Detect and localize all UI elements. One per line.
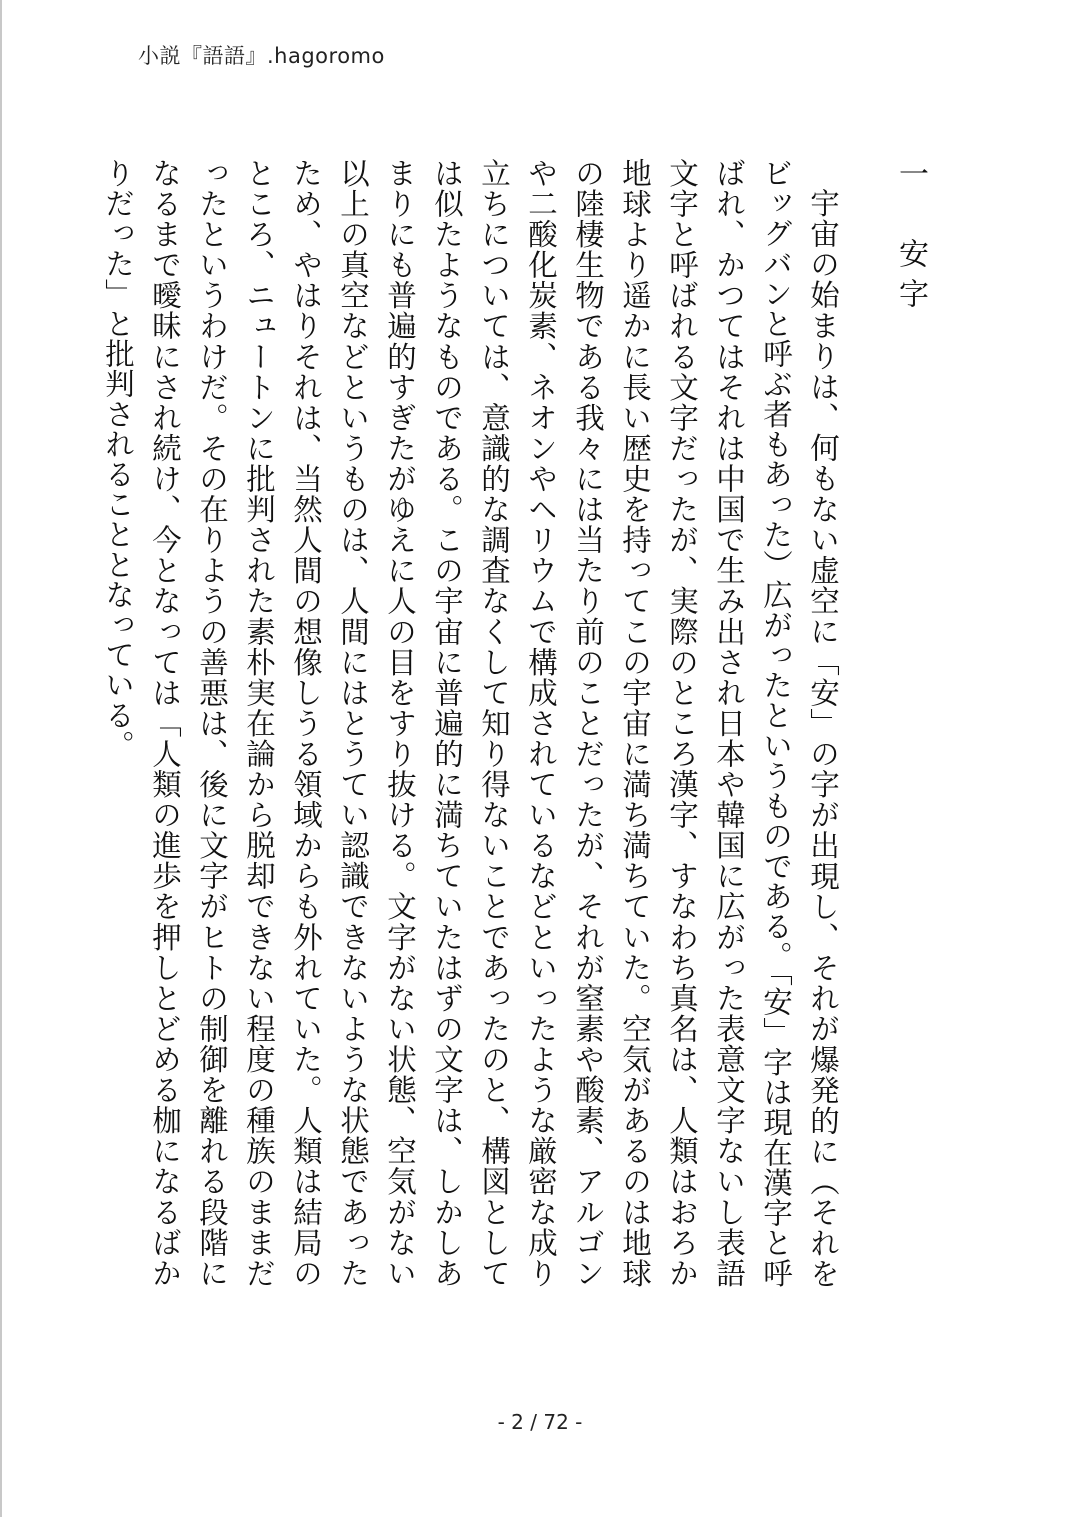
body-paragraph: 宇宙の始まりは、何もない虚空に「安」の字が出現し、それが爆発的に（それをビッグバンと呼ぶ者もあった）広がったというものである。「安」字は現在漢字と呼ばれ、かつてはそれは中国で生み出され日本や韓国に広がった表意文字ないし表語文字と呼ばれる文字だったが、実際のところ漢字、すなわち真名は、人類はおろか地球より遥かに長い歴史を持ってこの宇宙に満ち満ちていた。空気があるのは地球の陸棲生物である我々には当たり前のことだったが、それが窒素や酸素、アルゴンや二酸化炭素、ネオンやヘリウムで構成されているなどといったような厳密な成り立ちについては、意識的な調査なくして知り得ないことであったのと、構図としては似たようなものである。この宇宙に普遍的に満ちていたはずの文字は、しかしあまりにも普遍的すぎたがゆえに人の目をすり抜ける。文字がない状態、空気がない以上の真空などというものは、人間にはとうてい認識できないような状態であったため、やはりそれは、当然人間の想像しうる領域からも外れていた。人類は結局のところ、ニュートンに批判された素朴実在論から脱却できない程度の種族のままだったというわけだ。その在りようの善悪は、後に文字がヒトの制御を離れる段階になるまで曖昧にされ続け、今となっては「人類の進歩を押しとどめる枷になるばかりだった」と批判されることとなっている。 bbox=[101, 158, 840, 1288]
chapter-title: 一 安字 bbox=[893, 158, 928, 318]
page-number: - 2 / 72 - bbox=[497, 1410, 583, 1434]
body-text bbox=[101, 158, 846, 1288]
page-edge bbox=[0, 0, 2, 1517]
book-title-header: 小説『語語』.hagoromo bbox=[138, 44, 385, 68]
